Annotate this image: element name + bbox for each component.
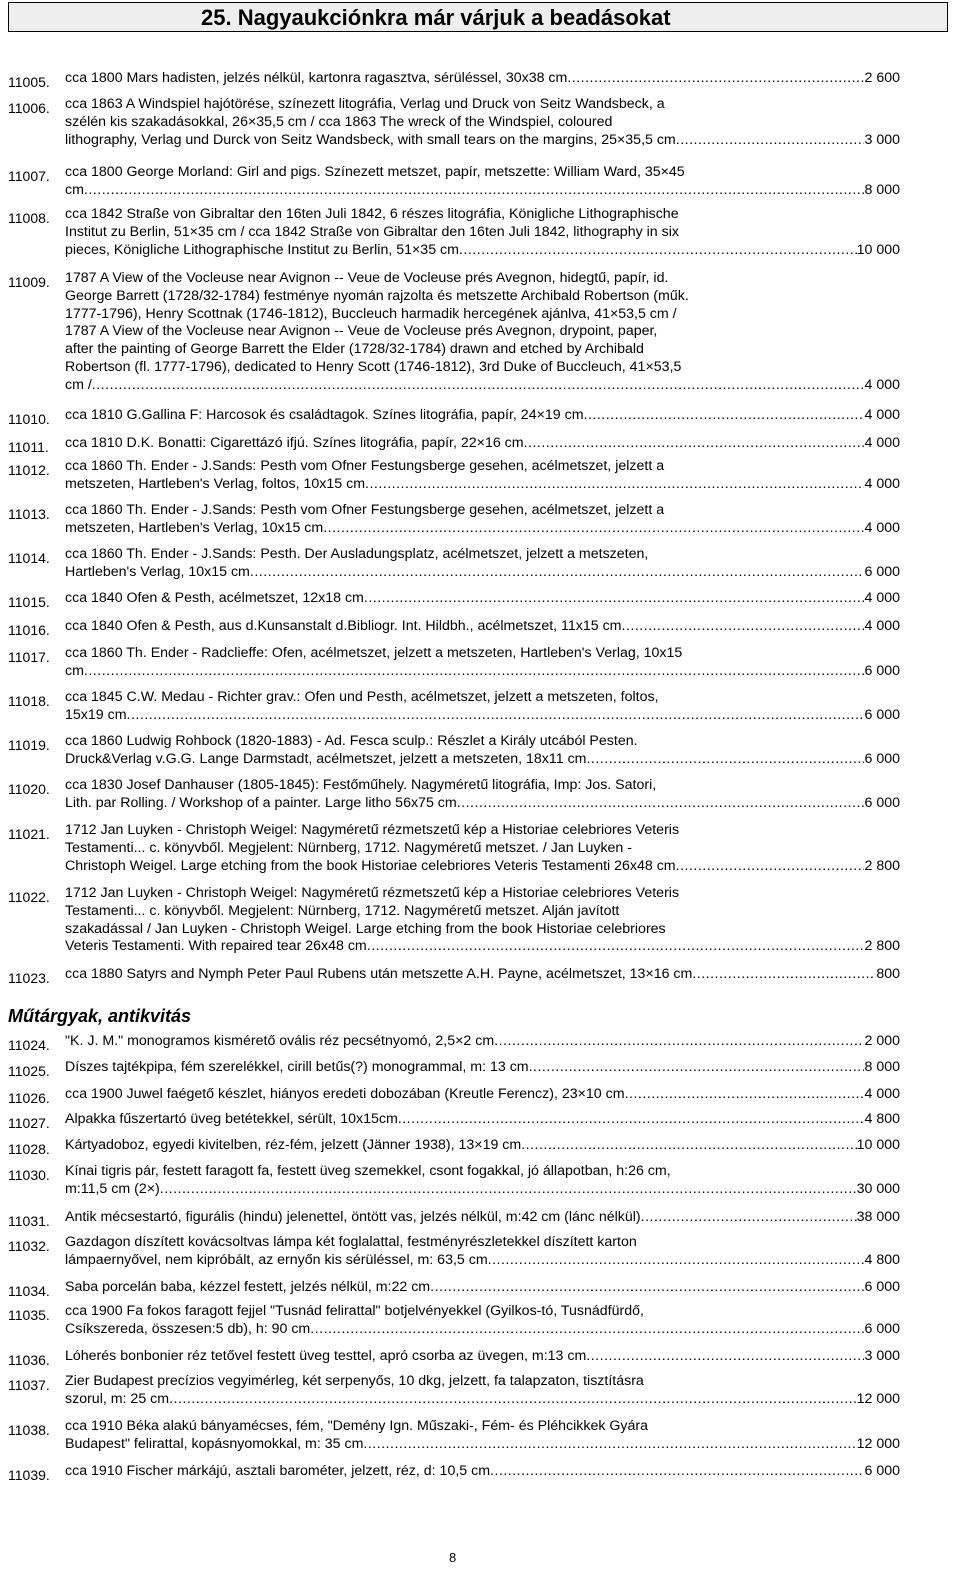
description-line: cca 1880 Satyrs and Nymph Peter Paul Rubens után metszette A.H. Payne, acélmetszet, 13×16 cm — [65, 966, 693, 982]
description-line: cca 1845 C.W. Medau - Richter grav.: Ofen und Pesth, acélmetszet, jelzett a metszeten, foltos, — [65, 689, 659, 705]
description-line: szélén kis szakadásokkal, 26×35,5 cm / cca 1863 The wreck of the Windspiel, coloured — [65, 113, 613, 130]
price-line — [65, 858, 900, 876]
description-line: 1787 A View of the Vocleuse near Avignon -- Veue de Vocleuse prés Avegnon, hidegtű, papír, id. — [65, 270, 669, 286]
description-line: after the painting of George Barrett the Elder (1728/32-1784) drawn and etched by Archibald — [65, 341, 644, 358]
lot-description — [65, 1463, 900, 1481]
description-line: 1787 A View of the Vocleuse near Avignon -- Veue de Vocleuse prés Avegnon, drypoint, paper, — [65, 323, 658, 340]
lot-number: 11031. — [8, 1213, 50, 1229]
lot-number: 11009. — [8, 274, 50, 290]
dot-leader — [641, 1209, 857, 1227]
starting-price: 12 000 — [856, 1390, 900, 1407]
lot-description — [65, 270, 900, 395]
lot-entry — [8, 1303, 900, 1339]
starting-price: 4 000 — [864, 1086, 900, 1102]
starting-price: 8 000 — [864, 1059, 900, 1075]
description-line: cca 1840 Ofen & Pesth, acélmetszet, 12x18 cm — [65, 590, 364, 606]
dot-leader — [363, 1436, 856, 1454]
lot-number: 11025. — [8, 1063, 50, 1079]
lot-entry — [8, 1348, 900, 1366]
dot-leader — [457, 795, 865, 813]
lot-number: 11006. — [8, 100, 50, 116]
description-line: Díszes tajtékpipa, fém szerelékkel, cirill betűs(?) monogrammal, m: 13 cm — [65, 1059, 529, 1075]
lot-number: 11028. — [8, 1141, 50, 1157]
starting-price: 4 000 — [864, 519, 900, 536]
lot-description — [65, 1209, 900, 1227]
lot-entry — [8, 645, 900, 681]
price-line — [65, 1111, 900, 1129]
description-line: "K. J. M." monogramos kismérető ovális réz pecsétnyomó, 2,5×2 cm — [65, 1033, 495, 1049]
price-line — [65, 1252, 900, 1270]
lot-entry — [8, 1209, 900, 1227]
description-line: cca 1860 Th. Ender - J.Sands: Pesth vom Ofner Festungsberge gesehen, acélmetszet, jelzett a — [65, 502, 665, 518]
lot-entry — [8, 777, 900, 813]
lot-number: 11016. — [8, 622, 50, 638]
lot-number: 11022. — [8, 889, 50, 905]
lot-description — [65, 96, 900, 149]
lot-number: 11039. — [8, 1467, 50, 1483]
price-line — [65, 938, 900, 956]
dot-leader — [398, 1111, 865, 1129]
lot-entry — [8, 546, 900, 582]
starting-price: 8 000 — [864, 181, 900, 198]
lot-entry — [8, 70, 900, 88]
description-line: Druck&Verlag v.G.G. Lange Darmstadt, acélmetszet, jelzett a metszeten, 18x11 cm — [65, 750, 587, 767]
description-line: szakadással / Jan Luyken - Christoph Weigel. Large etching from the book Historiae celebriores — [65, 920, 666, 937]
description-line: cca 1830 Josef Danhauser (1805-1845): Festőműhely. Nagyméretű litográfia, Imp: Jos. Satori, — [65, 777, 657, 793]
lot-description — [65, 70, 900, 88]
lot-entry — [8, 1137, 900, 1155]
lot-description — [65, 164, 900, 200]
lot-entry — [8, 435, 900, 453]
price-line — [65, 1463, 900, 1481]
price-line — [65, 1209, 900, 1227]
dot-leader — [692, 966, 876, 984]
lot-entry — [8, 1163, 900, 1199]
lot-entry — [8, 1111, 900, 1129]
starting-price: 2 800 — [864, 857, 900, 874]
dot-leader — [488, 1252, 865, 1270]
lot-description — [65, 777, 900, 813]
price-line — [65, 435, 900, 453]
lot-number: 11013. — [8, 506, 50, 522]
lot-entry — [8, 966, 900, 984]
lot-description — [65, 822, 900, 875]
starting-price: 12 000 — [856, 1435, 900, 1452]
page-number: 8 — [449, 1550, 457, 1565]
dot-leader — [459, 242, 857, 260]
description-line: cca 1842 Straße von Gibraltar den 16ten Juli 1842, 6 részes litográfia, Königliche Lithographische — [65, 206, 679, 222]
lot-description — [65, 1418, 900, 1454]
starting-price: 4 000 — [864, 376, 900, 393]
page-title: 25. Nagyaukciónkra már várjuk a beadásokat — [201, 5, 671, 30]
price-line — [65, 590, 900, 608]
price-line — [65, 663, 900, 681]
description-line: 1712 Jan Luyken - Christoph Weigel: Nagyméretű rézmetszetű kép a Historiae celebriores Veteris — [65, 885, 680, 901]
lot-number: 11012. — [8, 462, 50, 478]
lot-entry — [8, 96, 900, 149]
lot-description — [65, 733, 900, 769]
dot-leader — [84, 182, 865, 200]
starting-price: 4 000 — [864, 475, 900, 492]
starting-price: 2 000 — [864, 1033, 900, 1049]
lot-number: 11037. — [8, 1377, 50, 1393]
description-line: cca 1900 Fa fokos faragott fejjel "Tusnád felirattal" botjelvényekkel (Gyilkos-tó, Tusnádfürdő, — [65, 1303, 644, 1319]
starting-price: 4 000 — [864, 407, 900, 423]
dot-leader — [490, 1463, 864, 1481]
lot-entry — [8, 590, 900, 608]
starting-price: 2 800 — [864, 938, 900, 955]
lot-description — [65, 435, 900, 453]
lot-entry — [8, 1033, 900, 1051]
lot-description — [65, 618, 900, 636]
description-line: 1777-1796), Henry Scottnak (1746-1812), Buccleuch harmadik hercegének ajánlva, 41×53,5 cm / — [65, 305, 677, 322]
lot-number: 11017. — [8, 649, 50, 665]
lot-description — [65, 206, 900, 259]
price-line — [65, 377, 900, 395]
lot-entry — [8, 458, 900, 494]
lot-entry — [8, 407, 900, 425]
lot-description — [65, 1348, 900, 1366]
lot-number: 11027. — [8, 1115, 50, 1131]
dot-leader — [567, 70, 864, 88]
price-line — [65, 618, 900, 636]
lot-number: 11011. — [8, 439, 49, 455]
description-line: cca 1860 Th. Ender - J.Sands: Pesth vom Ofner Festungsberge gesehen, acélmetszet, jelzett a — [65, 458, 665, 474]
description-line: Csíkszereda, összesen:5 db), h: 90 cm — [65, 1320, 311, 1337]
description-line: Lóherés bonbonier réz tetővel festett üveg testtel, apró csorba az üvegen, m:13 cm — [65, 1348, 587, 1364]
description-line: cca 1910 Béka alakú bányamécses, fém, "Demény Ign. Műszaki-, Fém- és Pléhcikkek Gyára — [65, 1418, 649, 1434]
starting-price: 4 000 — [864, 618, 900, 634]
description-line: metszeten, Hartleben's Verlag, 10x15 cm — [65, 519, 324, 536]
section-title: Műtárgyak, antikvitás — [8, 1006, 192, 1026]
description-line: Robertson (fl. 1777-1796), dedicated to Henry Scott (1746-1812), 3rd Duke of Buccleuch, 41×53,5 — [65, 358, 682, 375]
description-line: George Barrett (1728/32-1784) festménye nyomán rajzolta és metszette Archibald Robertson (műk. — [65, 287, 689, 304]
lot-description — [65, 885, 900, 956]
dot-leader — [92, 377, 865, 395]
lot-entry — [8, 689, 900, 725]
description-line: cm / — [65, 376, 92, 393]
lot-number: 11030. — [8, 1167, 50, 1183]
lot-number: 11038. — [8, 1422, 50, 1438]
price-line — [65, 520, 900, 538]
starting-price: 38 000 — [856, 1209, 900, 1225]
starting-price: 6 000 — [864, 563, 900, 580]
dot-leader — [625, 1086, 865, 1104]
lot-description — [65, 1279, 900, 1297]
lot-entry — [8, 1234, 900, 1270]
price-line — [65, 1033, 900, 1051]
description-line: cca 1800 Mars hadisten, jelzés nélkül, kartonra ragasztva, sérüléssel, 30x38 cm — [65, 70, 568, 86]
starting-price: 6 000 — [864, 662, 900, 679]
dot-leader — [586, 1348, 864, 1366]
lot-number: 11032. — [8, 1238, 50, 1254]
description-line: Budapest" felirattal, kopásnyomokkal, m: 35 cm — [65, 1435, 364, 1452]
dot-leader — [323, 520, 864, 538]
price-line — [65, 564, 900, 582]
price-line — [65, 1279, 900, 1297]
description-line: Antik mécsestartó, figurális (hindu) jelenettel, öntött vas, jelzés nélkül, m:42 cm (lánc nélkül) — [65, 1209, 641, 1225]
lot-number: 11036. — [8, 1352, 50, 1368]
lot-number: 11005. — [8, 74, 50, 90]
price-line — [65, 1086, 900, 1104]
dot-leader — [127, 707, 865, 725]
lot-description — [65, 590, 900, 608]
dot-leader — [84, 663, 865, 681]
dot-leader — [586, 751, 864, 769]
starting-price: 4 800 — [864, 1111, 900, 1127]
lot-number: 11020. — [8, 781, 50, 797]
description-line: metszeten, Hartleben's Verlag, foltos, 10x15 cm — [65, 475, 366, 492]
lot-entry — [8, 1373, 900, 1409]
description-line: cca 1810 D.K. Bonatti: Cigarettázó ifjú. Színes litográfia, papír, 22×16 cm — [65, 435, 524, 451]
lot-entry — [8, 618, 900, 636]
description-line: Kínai tigris pár, festett faragott fa, festett üveg szemekkel, csont fogakkal, jó állapotban, h:26 cm, — [65, 1163, 671, 1179]
price-line — [65, 707, 900, 725]
lot-entry — [8, 822, 900, 875]
dot-leader — [584, 407, 865, 425]
lot-number: 11007. — [8, 168, 50, 184]
price-line — [65, 1137, 900, 1155]
description-line: Christoph Weigel. Large etching from the book Historiae celebriores Veteris Testamenti 26x48 cm — [65, 857, 676, 874]
description-line: Lith. par Rolling. / Workshop of a painter. Large litho 56x75 cm — [65, 794, 457, 811]
dot-leader — [676, 132, 865, 150]
header-banner — [8, 2, 948, 32]
lot-description — [65, 1111, 900, 1129]
price-line — [65, 242, 900, 260]
price-line — [65, 1348, 900, 1366]
description-line: Saba porcelán baba, kézzel festett, jelzés nélkül, m:22 cm — [65, 1279, 431, 1295]
lot-number: 11008. — [8, 210, 50, 226]
dot-leader — [494, 1033, 864, 1051]
description-line: cca 1863 A Windspiel hajótörése, színezett litográfia, Verlag und Druck von Seitz Wandsbeck, a — [65, 96, 665, 112]
description-line: cm — [65, 181, 84, 198]
lot-entry — [8, 733, 900, 769]
description-line: Hartleben's Verlag, 10x15 cm — [65, 563, 250, 580]
price-line — [65, 795, 900, 813]
price-line — [65, 182, 900, 200]
price-line — [65, 1059, 900, 1077]
price-line — [65, 1321, 900, 1339]
lot-number: 11035. — [8, 1307, 50, 1323]
starting-price: 4 000 — [864, 590, 900, 606]
lot-number: 11015. — [8, 594, 50, 610]
dot-leader — [529, 1059, 865, 1077]
description-line: 1712 Jan Luyken - Christoph Weigel: Nagyméretű rézmetszetű kép a Historiae celebriores Veteris — [65, 822, 680, 838]
description-line: Kártyadoboz, egyedi kivitelben, réz-fém, jelzett (Jänner 1938), 13×19 cm — [65, 1137, 522, 1153]
dot-leader — [430, 1279, 864, 1297]
dot-leader — [622, 618, 865, 636]
lot-entry — [8, 502, 900, 538]
description-line: Testamenti... c. könyvből. Megjelent: Nürnberg, 1712. Nagyméretű metszet. Alján javított — [65, 902, 620, 919]
starting-price: 10 000 — [856, 1137, 900, 1153]
lot-entry — [8, 206, 900, 259]
starting-price: 3 000 — [864, 1348, 900, 1364]
lot-description — [65, 1137, 900, 1155]
lot-entry — [8, 164, 900, 200]
lot-number: 11010. — [8, 411, 50, 427]
lot-entry — [8, 1086, 900, 1104]
lot-description — [65, 458, 900, 494]
lot-description — [65, 1086, 900, 1104]
starting-price: 6 000 — [864, 1463, 900, 1479]
dot-leader — [367, 938, 865, 956]
starting-price: 800 — [876, 966, 900, 982]
lot-number: 11026. — [8, 1090, 50, 1106]
price-line — [65, 751, 900, 769]
price-line — [65, 476, 900, 494]
starting-price: 4 000 — [864, 435, 900, 451]
lot-description — [65, 1373, 900, 1409]
description-line: cca 1910 Fischer márkájú, asztali barométer, jelzett, réz, d: 10,5 cm — [65, 1463, 491, 1479]
description-line: cca 1860 Ludwig Rohbock (1820-1883) - Ad. Fesca sculp.: Részlet a Király utcából Pesten. — [65, 733, 638, 749]
dot-leader — [160, 1181, 857, 1199]
price-line — [65, 407, 900, 425]
price-line — [65, 966, 900, 984]
lot-description — [65, 689, 900, 725]
starting-price: 2 600 — [864, 70, 900, 86]
price-line — [65, 1181, 900, 1199]
dot-leader — [310, 1321, 864, 1339]
description-line: szorul, m: 25 cm — [65, 1390, 170, 1407]
lot-number: 11023. — [8, 970, 50, 986]
description-line: Institut zu Berlin, 51×35 cm / cca 1842 Straße von Gibraltar den 16ten Juli 1842, lithography in six — [65, 223, 679, 240]
lot-description — [65, 1234, 900, 1270]
description-line: cca 1840 Ofen & Pesth, aus d.Kunsanstalt d.Bibliogr. Int. Hildbh., acélmetszet, 11x15 cm — [65, 618, 622, 634]
starting-price: 4 800 — [864, 1251, 900, 1268]
starting-price: 30 000 — [856, 1180, 900, 1197]
price-line — [65, 70, 900, 88]
lot-description — [65, 645, 900, 681]
description-line: Gazdagon díszített kovácsoltvas lámpa két foglalattal, festményrészletekkel díszített karton — [65, 1234, 637, 1250]
starting-price: 3 000 — [864, 131, 900, 148]
lot-description — [65, 1303, 900, 1339]
lot-description — [65, 966, 900, 984]
lot-description — [65, 1163, 900, 1199]
lot-entry — [8, 1418, 900, 1454]
price-line — [65, 132, 900, 150]
lot-number: 11018. — [8, 693, 50, 709]
starting-price: 10 000 — [856, 241, 900, 258]
description-line: lithography, Verlag und Durck von Seitz Wandsbeck, with small tears on the margins, 25×35,5 cm — [65, 131, 676, 148]
dot-leader — [169, 1391, 857, 1409]
starting-price: 6 000 — [864, 706, 900, 723]
lot-description — [65, 1033, 900, 1051]
price-line — [65, 1436, 900, 1454]
lot-number: 11034. — [8, 1283, 50, 1299]
dot-leader — [365, 476, 864, 494]
dot-leader — [250, 564, 865, 582]
starting-price: 6 000 — [864, 750, 900, 767]
dot-leader — [676, 858, 865, 876]
lot-number: 11024. — [8, 1037, 50, 1053]
lot-entry — [8, 270, 900, 395]
dot-leader — [524, 435, 865, 453]
starting-price: 6 000 — [864, 1320, 900, 1337]
lot-entry — [8, 1463, 900, 1481]
price-line — [65, 1391, 900, 1409]
lot-entry — [8, 1059, 900, 1077]
lot-description — [65, 1059, 900, 1077]
description-line: pieces, Königliche Lithographische Institut zu Berlin, 51×35 cm — [65, 241, 459, 258]
description-line: cm — [65, 662, 84, 679]
lot-description — [65, 546, 900, 582]
description-line: 15x19 cm — [65, 706, 127, 723]
dot-leader — [521, 1137, 856, 1155]
lot-number: 11014. — [8, 550, 50, 566]
description-line: Veteris Testamenti. With repaired tear 26x48 cm — [65, 938, 367, 955]
description-line: m:11,5 cm (2×) — [65, 1180, 160, 1197]
description-line: cca 1900 Juwel faégető készlet, hiányos eredeti dobozában (Kreutle Ferencz), 23×10 cm — [65, 1086, 625, 1102]
description-line: Alpakka fűszertartó üveg betétekkel, sérült, 10x15cm — [65, 1111, 398, 1127]
description-line: cca 1860 Th. Ender - J.Sands: Pesth. Der Ausladungsplatz, acélmetszet, jelzett a metszeten, — [65, 546, 649, 562]
lot-entry — [8, 885, 900, 956]
description-line: cca 1860 Th. Ender - Radclieffe: Ofen, acélmetszet, jelzett a metszeten, Hartleben's Verlag, 10x15 — [65, 645, 683, 661]
lot-description — [65, 502, 900, 538]
lot-description — [65, 407, 900, 425]
description-line: Testamenti... c. könyvből. Megjelent: Nürnberg, 1712. Nagyméretű metszet. / Jan Luyken - — [65, 839, 632, 856]
description-line: cca 1800 George Morland: Girl and pigs. Színezett metszet, papír, metszette: William Ward, 35×45 — [65, 164, 685, 180]
dot-leader — [364, 590, 865, 608]
description-line: lámpaernyővel, nem kipróbált, az ernyőn kis sérüléssel, m: 63,5 cm — [65, 1251, 488, 1268]
starting-price: 6 000 — [864, 794, 900, 811]
description-line: Zier Budapest precízios vegyimérleg, két serpenyős, 10 dkg, jelzett, fa talapzaton, tisztításra — [65, 1373, 644, 1389]
starting-price: 6 000 — [864, 1279, 900, 1295]
lot-entry — [8, 1279, 900, 1297]
lot-number: 11021. — [8, 826, 50, 842]
lot-number: 11019. — [8, 737, 50, 753]
description-line: cca 1810 G.Gallina F: Harcosok és családtagok. Színes litográfia, papír, 24×19 cm — [65, 407, 584, 423]
